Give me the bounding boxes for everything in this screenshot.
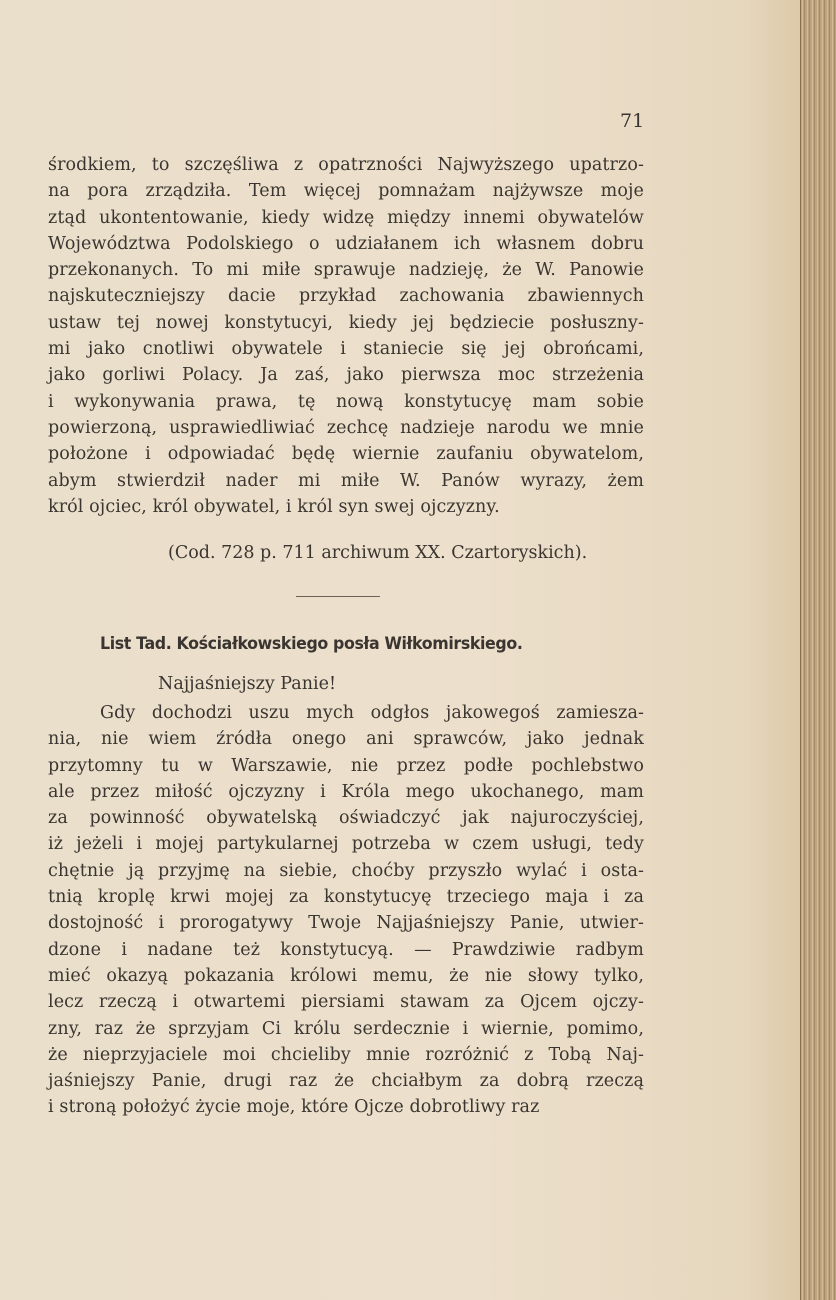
text-line: dostojność i prorogatywy Twoje Najjaśniejszy Panie, utwier- [48, 913, 644, 934]
text-line: położone i odpowiadać będę wiernie zaufaniu obywatelom, [48, 444, 644, 465]
citation: (Cod. 728 p. 711 archiwum XX. Czartoryskich). [168, 543, 588, 563]
text-line: i stroną położyć życie moje, które Ojcze dobrotliwy raz [48, 1097, 540, 1118]
text-line: abym stwierdził nader mi miłe W. Panów wyrazy, żem [48, 470, 644, 491]
text-line: zny, raz że sprzyjam Ci królu serdecznie i wiernie, pomimo, [48, 1018, 644, 1039]
text-line: mieć okazyą pokazania królowi memu, że nie słowy tylko, [48, 965, 644, 986]
book-page-edges [800, 0, 836, 1300]
text-line: lecz rzeczą i otwartemi piersiami stawam za Ojcem ojczy- [48, 992, 644, 1013]
text-line: jaśniejszy Panie, drugi raz że chciałbym za dobrą rzeczą [48, 1071, 644, 1092]
text-line: najskuteczniejszy dacie przykład zachowania zbawiennych [48, 286, 644, 307]
text-line: dzone i nadane też konstytucyą. — Prawdziwie radbym [48, 939, 644, 960]
text-line: za powinność obywatelską oświadczyć jak najuroczyściej, [48, 808, 644, 829]
text-line: jako gorliwi Polacy. Ja zaś, jako pierwsza moc strzeżenia [48, 365, 644, 386]
text-line: i wykonywania prawa, tę nową konstytucyę mam sobie [48, 391, 644, 412]
text-line: iż jeżeli i mojej partykularnej potrzeba w czem usługi, tedy [48, 834, 644, 855]
text-line: chętnie ją przyjmę na siebie, choćby przyszło wylać i osta- [48, 860, 644, 881]
page-number: 71 [620, 110, 645, 132]
letter-body [48, 700, 644, 1121]
text-line: przekonanych. To mi miłe sprawuje nadzieję, że W. Panowie [48, 260, 644, 281]
text-line: przytomny tu w Warszawie, nie przez podłe pochlebstwo [48, 755, 644, 776]
text-line: na pora zrządziła. Tem więcej pomnażam najżywsze moje [48, 181, 644, 202]
letter-title: List Tad. Kościałkowskiego posła Wiłkomirskiego. [100, 634, 523, 654]
text-line: środkiem, to szczęśliwa z opatrzności Najwyższego upatrzo- [48, 155, 644, 175]
salutation: Najjaśniejszy Panie! [158, 674, 336, 694]
text-line: że nieprzyjaciele moi chcieliby mnie rozróżnić z Tobą Naj- [48, 1044, 644, 1065]
text-line: król ojciec, król obywatel, i król syn swej ojczyzny. [48, 496, 500, 517]
text-line: ustaw tej nowej konstytucyi, kiedy jej będziecie posłuszny- [48, 312, 644, 333]
text-line: nia, nie wiem źródła onego ani sprawców, jako jednak [48, 729, 644, 750]
text-line: mi jako cnotliwi obywatele i staniecie się jej obrońcami, [48, 339, 644, 360]
text-line: Województwa Podolskiego o udziałanem ich własnem dobru [48, 233, 644, 254]
section-divider [296, 596, 380, 597]
top-paragraph [48, 152, 644, 520]
text-line: ale przez miłość ojczyzny i Króla mego ukochanego, mam [48, 781, 644, 802]
text-line: tnią kroplę krwi mojej za konstytucyę trzeciego maja i za [48, 887, 644, 908]
text-line: powierzoną, usprawiedliwiać zechcę nadzieje narodu we mnie [48, 417, 644, 438]
text-line: ztąd ukontentowanie, kiedy widzę między innemi obywatelów [48, 207, 644, 228]
text-line: Gdy dochodzi uszu mych odgłos jakowegoś zamiesza- [100, 703, 644, 723]
